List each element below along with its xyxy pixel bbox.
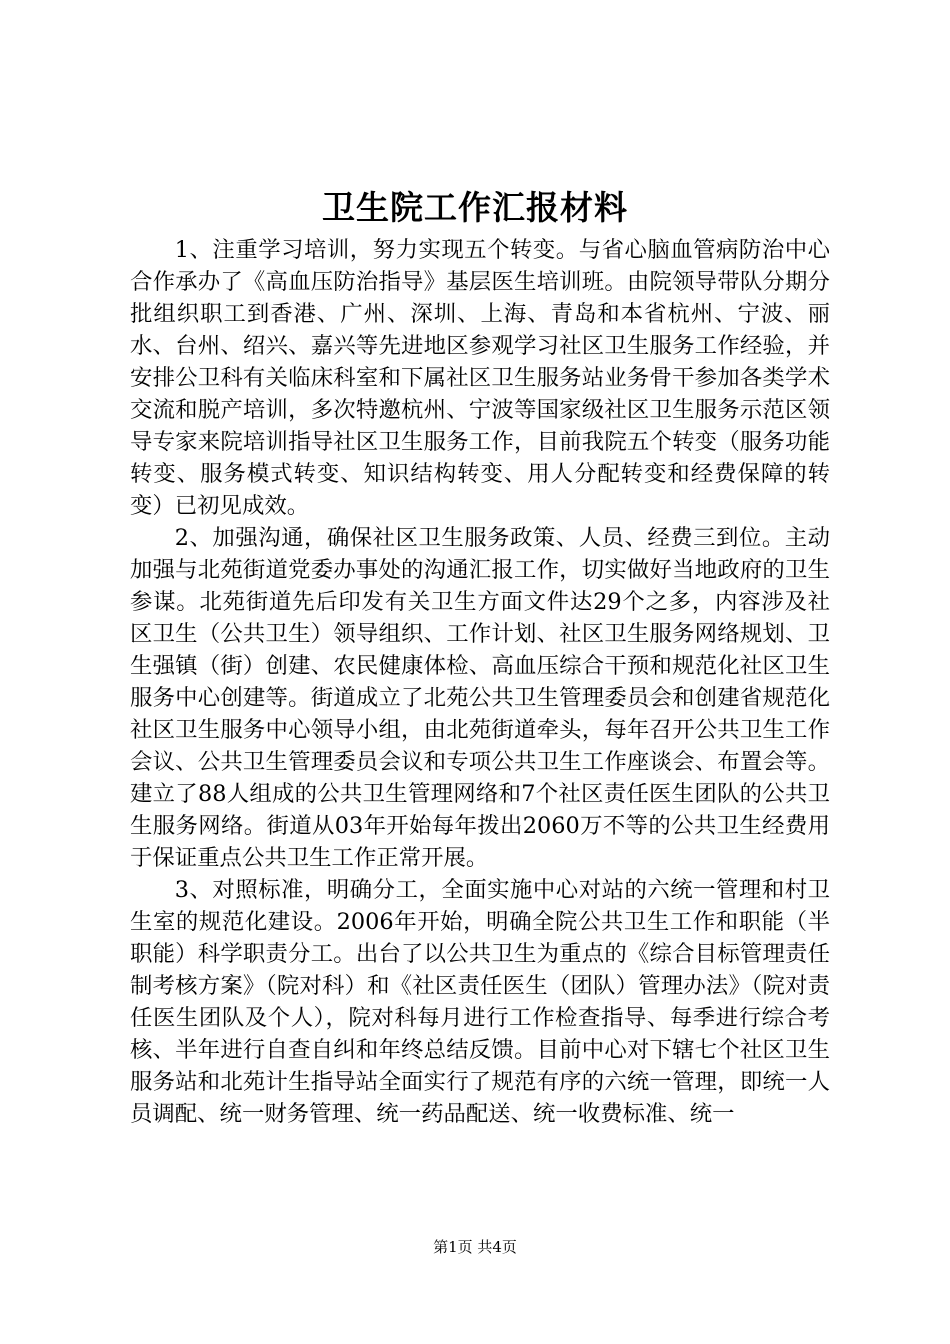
document-title: 卫生院工作汇报材料 bbox=[322, 188, 628, 227]
paragraph-2: 2、加强沟通，确保社区卫生服务政策、人员、经费三到位。主动加强与北苑街道党委办事处的沟通汇报工作，切实做好当地政府的卫生参谋。北苑街道先后印发有关卫生方面文件达29个之多，内容涉及社区卫生（公共卫生）领导组织、工作计划、社区卫生服务网络规划、卫生强镇（街）创建、农民健康体检、高血压综合干预和规范化社区卫生服务中心创建等。街道成立了北苑公共卫生管理委员会和创建省规范化社区卫生服务中心领导小组，由北苑街道牵头，每年召开公共卫生工作会议、公共卫生管理委员会议和专项公共卫生工作座谈会、布置会等。建立了88人组成的公共卫生管理网络和7个社区责任医生团队的公共卫生服务网络。街道从03年开始每年拨出2060万不等的公共卫生经费用于保证重点公共卫生工作正常开展。 bbox=[130, 525, 830, 871]
paragraph-1: 1、注重学习培训，努力实现五个转变。与省心脑血管病防治中心合作承办了《高血压防治指导》基层医生培训班。由院领导带队分期分批组织职工到香港、广州、深圳、上海、青岛和本省杭州、宁波、丽水、台州、绍兴、嘉兴等先进地区参观学习社区卫生服务工作经验，并安排公卫科有关临床科室和下属社区卫生服务站业务骨干参加各类学术交流和脱产培训，多次特邀杭州、宁波等国家级社区卫生服务示范区领导专家来院培训指导社区卫生服务工作，目前我院五个转变（服务功能转变、服务模式转变、知识结构转变、用人分配转变和经费保障的转变）已初见成效。 bbox=[130, 237, 830, 519]
document-body bbox=[130, 234, 830, 1130]
paragraph-3: 3、对照标准，明确分工，全面实施中心对站的六统一管理和村卫生室的规范化建设。2006年开始，明确全院公共卫生工作和职能（半职能）科学职责分工。出台了以公共卫生为重点的《综合目标管理责任制考核方案》（院对科）和《社区责任医生（团队）管理办法》（院对责任医生团队及个人），院对科每月进行工作检查指导、每季进行综合考核、半年进行自查自纠和年终总结反馈。目前中心对下辖七个社区卫生服务站和北苑计生指导站全面实行了规范有序的六统一管理，即统一人员调配、统一财务管理、统一药品配送、统一收费标准、统一 bbox=[130, 877, 830, 1127]
page-footer: 第1页 共4页 bbox=[433, 1238, 517, 1256]
